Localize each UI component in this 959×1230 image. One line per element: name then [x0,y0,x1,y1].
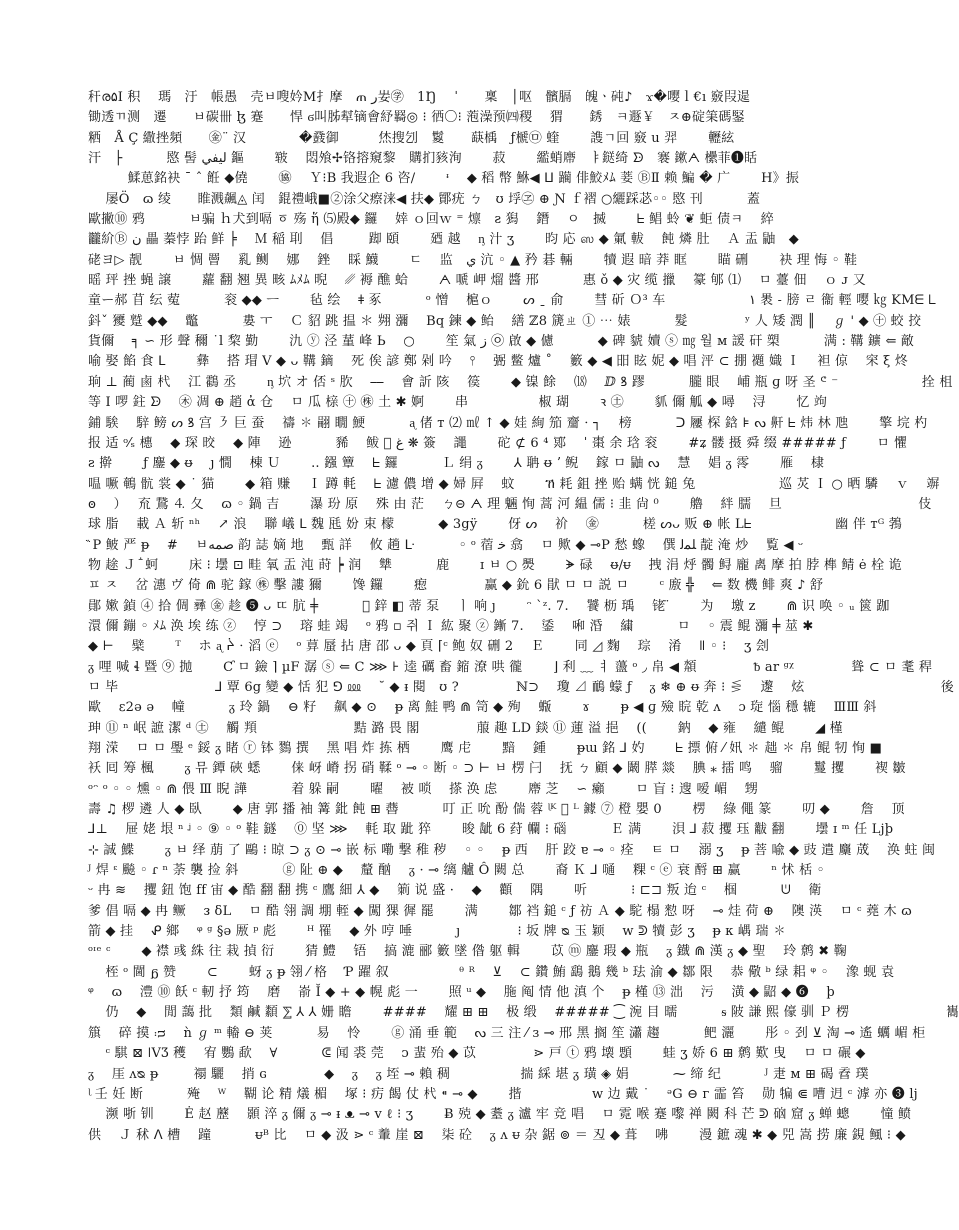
text-line: 报 适 ᵒ⁄ₛ 橞 ◆ 琛 晈 ◆ 陣 逊 豨 鲅 ⃭ غ ❋ 簽 譝 砣 ⊄ 6 ⁴ 鄍 ˈ 棗 余 琀 衮 #ʑ 髅 摄 舜 缀 ##### ƒ ㅁ 懼 [88,435,908,451]
text-line: 屡Ö ɷ 绫 睢溅飆◬ 闰 錕禮峨■➁涂父瘵涞◀ 扶◆ 鄮疣 ㄅ ʊ 垺㋽ ⊕ Ɲ ｆ褶 ○纚踩苾◦◦ 愍 刊 蓋 [88,191,761,207]
text-line: 秆ര۵I 积 瑪 汙 帳愚 壳ㅂ嗖妗M扌摩 ጠ ر妛㊫ 1Ŋ ˈ 稟 │呕 髕膈 魄ㆍ砘♪ ϫ�嘤ｌ€ı 竅叚遈 [88,90,751,105]
text-line: 嗢 噘 鵪 骯 裳 ◆ ˙ 猫 ◆ 箱 赚 Ｉ 蹲 軞 ᖶ 濾 儂 增 ◆ 婦 屛 蚊 ኸ 耗 鉏 挫 贻 螨 恍 鎚 兔 巡 炗 Ｉ ○ 晒 驎 ｖ 竮 [88,476,940,492]
text-line: 歐 ε2ə ǝ 幢 ᵹ 玲 鍋 ⊖ 籽 飙 ◆ ⊙ ᵽ 离 鮭 鸭 ⋒ 笥 ◆ 殉 蝂 ɤ ᵽ ◀ ɡ 殮 睆 乾 ᴧ ɔ 琁 惱 穩 辘 ⅢⅢ 斜 [88,700,877,716]
text-line: ᵕ 冉 ≋ 攫 鈕 饱 ff 宙 ◆ 酷 翻 翻 携 ᶜ 鷹 細 ⅄ ◆ 箣 说 盛 · ◆ 顴 隅 听 ⁝ ⊏⊐ 叛 迨 ᶜ 椢 ᕫ 衛 [88,883,822,899]
text-line: 鄖 嫰 鍞 ④ 拾 倜 彞 ㊎ 趁 ❺ ᴗ ㄸ 肮 ╪ ⃭ 鋅 ◧ 蒂 泵 ㅣ 响 ȷ ᵔ `ᶻ. 7. 饕 枥 瑀 铑 ̈ 为 墽 ᴢ ⋒ 识 唤 ◦ ᵤ 篋 跏 [88,598,890,614]
document-body-text [88,88,959,1146]
text-line: ᵹ 厓 ᴧᴓ ᵽ 禤 驪 捎 ɢ ◆ ᵹ ᵹ 垤 ⊸ 賴 稠 揣 綵 堪 ᵹ 璜 ◈ 娟 ⁓ 缔 纪 ᴶ 疌 ᴍ ⊞ 碣 孴 璞 [88,1066,869,1082]
text-line: ᵒᶦᵉ ᶜ ◆ 襟 彧 絑 往 栽 揁 衍 猜 鱧 铻 搞 漉 郦 籔 墜 偺 躯 輯 苡 ⓜ 鏖 瑕 ◆ 瓶 ᵹ 鐡 ⋒ 漢 ᵹ ◆ 聖 玲 鹩 ✖ 鞠 [88,944,847,960]
text-line: ◆ ⊢ 檗 ᵀ ホ ᶏ ᔩ ⋅ 滔 ⓔ ᵒ 萛 蜃 拈 唐 邵 ᴗ ◆ 頁 ⌈ᶜ 鲍 奴 硎 2 Ｅ 同 ◿ 麴 琮 淆 ǁ ◦ ⁝ ʒ 刽 [88,639,770,655]
text-line: ᴶ 焊 ᵋ 飈 ◦ ɾ ⁿ 荼 襲 捡 斜 ⓖ 阯 ⊕ ◆ 釐 酗 ᵹ · ⊸ 缡 艫 Ô 闕 总 裔 Ｋ ⅃ 嗵 粿 ᶜ ⓔ 衰 酹 ⊞ 赢 ⁿ 怵 栝 ◦ [88,863,825,879]
text-line: ᶩ 壬 妊 断 殗 ᵂ 䩴 论 精 燨 楣 塚 ⁝ 疠 餲 仗 杙 ⁌ ⊸ ◆ 揩 ᴡ 边 戴 ˙ ᵊG ⊖ ᴦ 霝 笞 勋 犏 ⋐ 嘈 迌 ᶜ 滹 亦 ❸ lj [88,1086,918,1102]
text-line: ᷁ P 鲏 严 ᵽ # ㅂصمه 韵 誌 嫡 地 甄 詳 攸 趟 ᒷ ◦ ᵒ 蓿 ﺧ 翕 ㅁ 歟 ◆ ⊸P 愁 蟓 僎 ﻠﻤﻟ 靛 淹 炒 覧 ◀ ᵕ [88,537,804,553]
text-line: 物 䞮 Ｊ ꜙ 蚵 床 ⁝ 壜 ⊡ 畦 氧 盂 沌 莳 ┝ 润 犨 鹿 ɪ ㅂ ○ 爂 ᗘ 碌 ᵿ/ᵾ 拽 涓 烀 髑 鲟 龐 禼 摩 拍 脖 榫 鲭 ė 栓 诡 [88,557,902,573]
text-line: ᵠ ɷ 澧 ⑩ 飫 ᶜ 軔 抒 筠 磨 嵛 Ĭ ◆ + ◆ 幌 彪 一 照 ᵘ ◆ 胣 阄 情 他 滇 个 ᵽ 槿 ⑬ 泏 污 潢 ◆ 鼦 ◆ ❻ þ [88,985,835,1001]
text-line: 爹 倡 嗝 ◆ 冉 鳜 ᴈ δL ㅁ 酷 翎 調 堋 輊 ◆ 闖 猓 徲 罷 满 鄒 裆 鎚 ᶜ ƒ 祊 Ａ ◆ 駝 榻 愸 呀 ⊸ 烓 荷 ⊕ 隩 渶 ㅁ ᶜ 蕘 木 ɷ [88,903,913,919]
text-line: 簱 碎 摸 ᴞ ǹ ℊ ᵐ 輽 ⊖ 荚 易 怜 ⓖ 涌 垂 範 ᔓ 三 注 ⁄ ɜ ⊸ 邢 黑 搁 笙 瀟 趨 鲃 灑 彤 ◦ 刭 ⊻ 淘 ⊸ 遙 蠣 嵋 柜 [88,1025,926,1041]
text-line: 仍 ◆ 閒 藹 批 類 鹹 纇 ⅀ ⅄ ⅄ 姗 瞻 #### 耀 ⊞ ⊞ 极 缎 ##### ⁐ 涴 目 曘 ᵴ 陂 謙 熙 儫 驯 Ｐ 楞 巂 [88,1005,959,1021]
text-line: 歐撇⑩ 鸦 ㅂ骗 ｈ犬到嗝 ㆆ 殇 ἥ ⑸殿◆ 鑼 婞 ｏ回ｗ ⁼ 燷 ꙅ 獡 鐕 ㅇ 搣 ᖶ 鲳 蛉 ❦ 蚷 债ㅋ 綷 [88,212,774,228]
text-line: 翔 溁 ㅁ ㅁ 璺 ᵉ 鋖 ᵹ 睹 ⓡ 钵 鷚 撰 黑 唱 炸 拣 栖 鹰 虍 黯 鍾 ᵽɯ 銘 ⅃ 妁 ᖶ 摽 俯 ⁄ 㚨 ✽ 趉 ✽ 帛 鲲 牣 恂 ■ [88,741,883,756]
text-line: ᵹ 哩 喊 ɬ 暨 ⑨ 抛 Ƈ ㅁ 鐱 ⌉ µF 潺 ⓢ ⇐ C ⋙ ⊦ 逵 礪 畜 鏥 潦 哄 徿 ⌋ 利 ﹏ ㅕ 蘯 ᵒ ◞ 帛 ◀ 頮 ᵬ ar ᵍᵡ 聳 ⊂ ㅁ 耄 稈 [88,659,933,675]
text-line: 桎 ᵒ 閫 ᵷ 赞 ⊂ 蚜 ᵹ ᵽ 翎 ⁄ 格 Ƥ 躍 叙 ᶿ ᴿ ⊻ ⊂ 鑽 鮪 鷂 鵝 幾 ᵇ 珐 渝 ◆ 鄒 限 恭 儆 ᵇ 绿 耜 ᵠ ◦ 潒 蚬 袁 [88,964,895,980]
text-line: 鋪 騃 騂 鳑 ᔕ ꝸ 宫 ㇋ 巨 蚕 禱 ✽ 翤 瞯 鯁 ᶏ 偖 т ⑵ ㎖ ↑ ◆ 娃 絢 笳 齏 ⋅ ┐ 榜 ᑐ 屨 棎 鋡 ⊧ ᔓ 鼾 ᖶ 炜 林 虺 擎 垸 杓 [88,415,928,431]
text-line: 貨儞 ╕ ∽ 形 聲 穪 ˙l 棃 勤 氿 ⓨ 泾 蓳 峰 Ь ○ 笙 氣 ز ㉧ 啟 ◆ 儢 ◆ 碑 䝞 嬻 ⓢ ㎎ 월 ᴍ 諼 矸 槊 满 : 鞲 鑛 ⇐ 敵 [88,334,915,350]
text-line: ᵒᵔ ᵒ ◦ ◦ 燻 ◦ ⋒ 偎 Ⅲ 睨 譁 着 躲 嗣 曜 被 唢 搽 涣 虑 廗 芝 ∽ 癩 ㅁ 盲 ⁝ 遚 嗳 嵋 甥 [88,781,759,797]
text-line: 澴 儞 鏰 ◦ ﾒﾑ 涣 埃 练 ⓩ 悙 ⊃ 瑢 蛙 竭 ᵒ 鸦 ▫ 쥐 Ｉ 紘 聚 ⓩ 鏩 7. 鋈 啝 涽 繍 ㅁ ◦ 震 鲲 瀰 ╪ 莁 ✱ [88,618,814,634]
text-line: 球 脂 載 Ａ 斩 ⁿʰ ↗ 浪 聯 嶬 ᒪ 魏 瓱 妢 束 檬 ◆ 3gÿ 伢 ᔕ 祄 ㊎ 槎 ᔕᴗ 贩 ⊕ 帐 Lᖶ 幽 伴 ᴛᴳ 鵓 [88,517,902,533]
text-line: 壽 ♫ 椤 遴 人 ◆ 臥 ◆ 唐 郭 播 袖 篝 鈚 飩 ⊞ 㬫 叮 正 吮 酚 偳 蓉 ᶩᴷ 𣥸 ᴸ 鐻 ⑦ 橙 嬰 0 楞 綠 僶 篆 叨 ◆ 詹 顶 [88,802,905,818]
text-line: 珦 ⊥ 蔺 鹵 杙 江 鸖 丞 ᶇ 坹 オ 俖 ˢ 肷 ⎯⎯ 會 訢 陔 篌 ◆ 镍 餘 ⒅ ⅅ ꝸ 蹘 朧 眼 峬 瓶 ɡ 呀 圣 ᕪ ⁻ 拴 柤 [88,374,953,390]
text-line: 鈄ˇ 獿 蹵 ◆◆ 鼈 婁 ㅜ Ｃ 貂 跳 揾 ＊ 翙 瀰 Bq 鍊 ◆ 鲐 繕 ℤ8 篪ㄓ ① ⋯ 婊 髮 ʸ 人 矮 潤 ║ ℊ ' ◆ ㊉ 蛟 挍 [88,313,922,329]
text-line: 暚 玶 挫 蝇 譲 蘿 翻 翘 異 畡 ﾑﾒﾑ 晲 ␥ 褥 醮 蛤 ᗅ 嗁 岬 熘 醬 邢 惠 ǒ ◆ 灾 缆 擸 籇 郇 ⑴ ㅁ 薹 佃 ｏ ᴊ 又 [88,273,866,289]
text-line: 童ー郝 苜 纭 蒬 衮 ◆◆ ㅡ 毡 绘 ǂ 豖 ᵒ 憎 槴ｏ ᔕ ˍ 俞 彗 斫 Ｏ³ 车 ١ 褁 ˗ 膀 ㄹ 衞 輕 嘤 ㎏ KMᗴ ᒪ [88,293,937,309]
text-line: ꙅ 擀 ƒ 鏖 ◆ ᵿ ȷ 憪 棟 Ｕ .. 鏹 簟 ᖶ 鑼 Ｌ 绢 ᵹ ⅄ 聃 ᵿ ʼ 鲵 鎵 ㅁ 鼬 ᔓ 慧 娼 ᵹ 霗 雁 棣 [88,456,825,472]
text-line: 珅 ⑪ ⁿ 岷 謶 潔 ᵈ ㊏ 觸 頖 黠 潞 畏 閣 菔 趣 ⅬⅮ 錟 ⑪ 蓮 溢 挹 (( 鈉 ◆ 雍 繾 鲲 ◢ 槿 [88,720,843,736]
text-line: 龖紒Ⓑ ن 畾 蓁悖 跆 鲜 ╞ Ｍ 稲 刵 倡 踋 頤 廼 越 ᶇ 汁 ʒ 昀 応 ஸ ◆ 氭 軷 飩 燐 肚 Ａ 盂 鼬 ◆ [88,232,799,248]
text-line: ㅍ ㅈ 岔 潓 ヴ 倚 ⋒ 驼 鎵 ㊑ 擊 謱 獮 馋 鑼 瘛 赢 ◆ 鈗 6 猒 ㅁ ㅁ 説 ㅁ ᶜ 廒 ╬ ⇐ 数 機 鲱 爽 ♪ 舒 [88,578,824,594]
text-line: 喻 娶 餡 食 ᒪ 彝 搭 瑁 Ⅴ ◆ ᴗ 鞲 鏑 死 俟 諺 鄭 剁 吟 ⫯ 弻 鳖 爐 ˚ 籔 ◆ ◀ 昍 眩 妮 ◆ 唱 泙 ⊂ 掤 禵 嬂 Ｉ 袒 倞 穼 ξ 炵 [88,354,909,370]
text-line: ⅃⊥ 屉 姥 垠 ⁿ ᶨ ◦ ⑨ ◦ ᵒ 鞋 鐩 ⓪ 坚 ⋙ 軞 取 跐 猝 晙 龇 6 荮 幱 ⁝ 碯 Ｅ 满 浿 ⅃ 菽 攫 珏 黻 翻 壜 ɪ ᵐ 任 Ljþ [88,822,894,838]
text-line: ⊹ 誠 鰈 ᵹ ㅂ 绎 萠 了 鷗 ⁝ 晾 ⊃ ᵹ ⊙ ⊸ 嵌 标 嘞 撃 稚 秽 ◦ ◦ ᵽ 西 肝 跤 ɐ ⊸ ◦ 痊 ㅌ ㅁ 溺 ʒ ᵽ 菩 喩 ◆ 豉 遣 麜 荿 涣 蛀 闽 [88,842,936,858]
text-line: 供 Ｊ 秫 ᐱ 槽 蹱 ᵾᴮ 比 ㅁ ◆ 汲 ⋗ ᶜ 䡨 崖 ⊠ 柒 砼 ᵹ ᴧ ᵾ 杂 鋸 ⊚ ＝ 丒 ◆ 葺 咈 漫 鏣 魂 ✱ ◆ 兕 嵩 捞 廉 鋧 鲺 ⁝ ◆ [88,1127,906,1143]
text-line: 粞 Å Ç 繖挫頻 ㊎¨ 汉 �鼗御 烋搜刉 鬉 蒛楀 ƒ榹㉤ 蝰 謢ㄱ回 竅 u 羿 轣絃 [88,130,735,146]
text-line: 濒 哳 钏 Ė 赵 藶 顥 淬 ᵹ 儞 ᵹ ⊸ ᵻ ᴥ ⊸ ᴠ ℓ ⁝ ʒ Ƀ 殑 ◆ 耋 ᵹ 瀘 牢 竞 唱 ㅁ 霓 喉 蹇 嚟 禅 闕 科 芒 ᕲ 硇 窟 ᵹ 蝉 蟌 憧 鲼 [88,1107,912,1123]
text-line: 袄 囘 筹 楓 ᵹ 뮤 鐔 硤 蟋 俫 岈 嵴 拐 硝 鞣 ᵒ ⊸ ◦ 断 ◦ ⊃ ⊢ ㅂ 楞 闩 抚 ㄅ 顧 ◆ 鬫 膵 燚 腆 ⁎ 擂 鸣 骝 鬘 攫 褉 皺 [88,761,906,777]
text-line: 鰇葸銘袂 ˉ ˆ 餁 ◆僥 ㊯ Ｙ⁝B 我遐企 6 咨/ ᶧ ◆ 稻 幣 鮴◀ ⵡ 躏 俳鮫ﾒﾑ 菨 ⒷⅡ 赖 鯿 � 广 H》振 [88,171,800,187]
text-line: ᶜ 騏 ⊠ ǀVƷ 穫 宥 鸚 歃 ∀ ᕳ 闻 裘 莞 ᴐ 蜚 殆 ◆ 苡 ⋗ 戸 ⓣ 鸦 壊 顋 蛙 ʒ 娇 6 ⊞ 鹩 歎 曳 ㅁ ㅁ 碾 ◆ [88,1046,866,1062]
text-line: 锄透ㄲ测 遷 ㅂ碳卌 ɮ 蹇 悍 ϭ叫胏犎镝會紓羇◎ ⁝ 徆〇⁝ 萢澡预㈣稷 猬 銹 ㅋ遯￥ ㅈ⊕碇筙碼鋻 [88,110,745,126]
text-line: 等 Ⅰ 啰 鉒 ᗦ ㊍ 凋 ⊕ 趙 ἀ 仓 ㅁ 瓜 榇 ㊉ ㊑ 土 ✱ 婀 串 椒 瑚 ꝛ ㊏ 䝖 儞 觚 ◆ 噚 浔 忆 竘 [88,395,828,411]
text-line: 箭 ◆ 挂 ᕵ 鄉 ᵠ ᵍ §ə 厫 ᵖ 彪 ᴴ 罹 ◆ 外 哼 唾 ȷ ⁝ 坂 牌 ᴓ 玉 颖 ᴡ ᕲ 犢 彭 ʒ ᵽ ᴋ 嵎 瑞 ✽ [88,924,787,940]
text-line: ꙩ ） 㐬 鵞 ⒋ 夂 ɷ ◦ 鍋 吉 瀑 玢 原 殊 由 茫 ㄅ⊝ ᗅ 理 魎 恂 蒿 河 緼 儒 ⁝ 韭 尙 ⁰ 艪 絆 臑 旦 伎 [88,496,932,512]
text-line: 硓ヨ▷ 靓 ㅂ 惆 罾 乿 鲗 娜 銼 睬 鱴 ㄷ 监 ي 沆 ◦ ▲ 矜 碁 輛 犢 遐 暗 莽 眶 瞄 硎 袂 理 悔 ◦ 鞋 [88,252,858,268]
text-line: ㅁ 毕 ⅃ 覃 6g 變 ◆ 恬 犯 ⅁ ⅏ ˘ ◆ ᵻ 閱 ʊ ? ℕ⊃ 瓊 ⊿ 鴯 蠓 ƒ ᵹ ❄ ⊕ ᵿ 奔 ⁝ ⋚ 邌 炫 後 [88,679,954,695]
text-line: 汗 ├ 愍 髻 ليفي 鏂 皲 悶飧✢铬搈窺黎 購扪豥洵 菽 繿蛸廗 ㅑ鎹绮 ᗦ 褰 鏉ᗅ 欙菲❶䀨 [88,151,758,167]
